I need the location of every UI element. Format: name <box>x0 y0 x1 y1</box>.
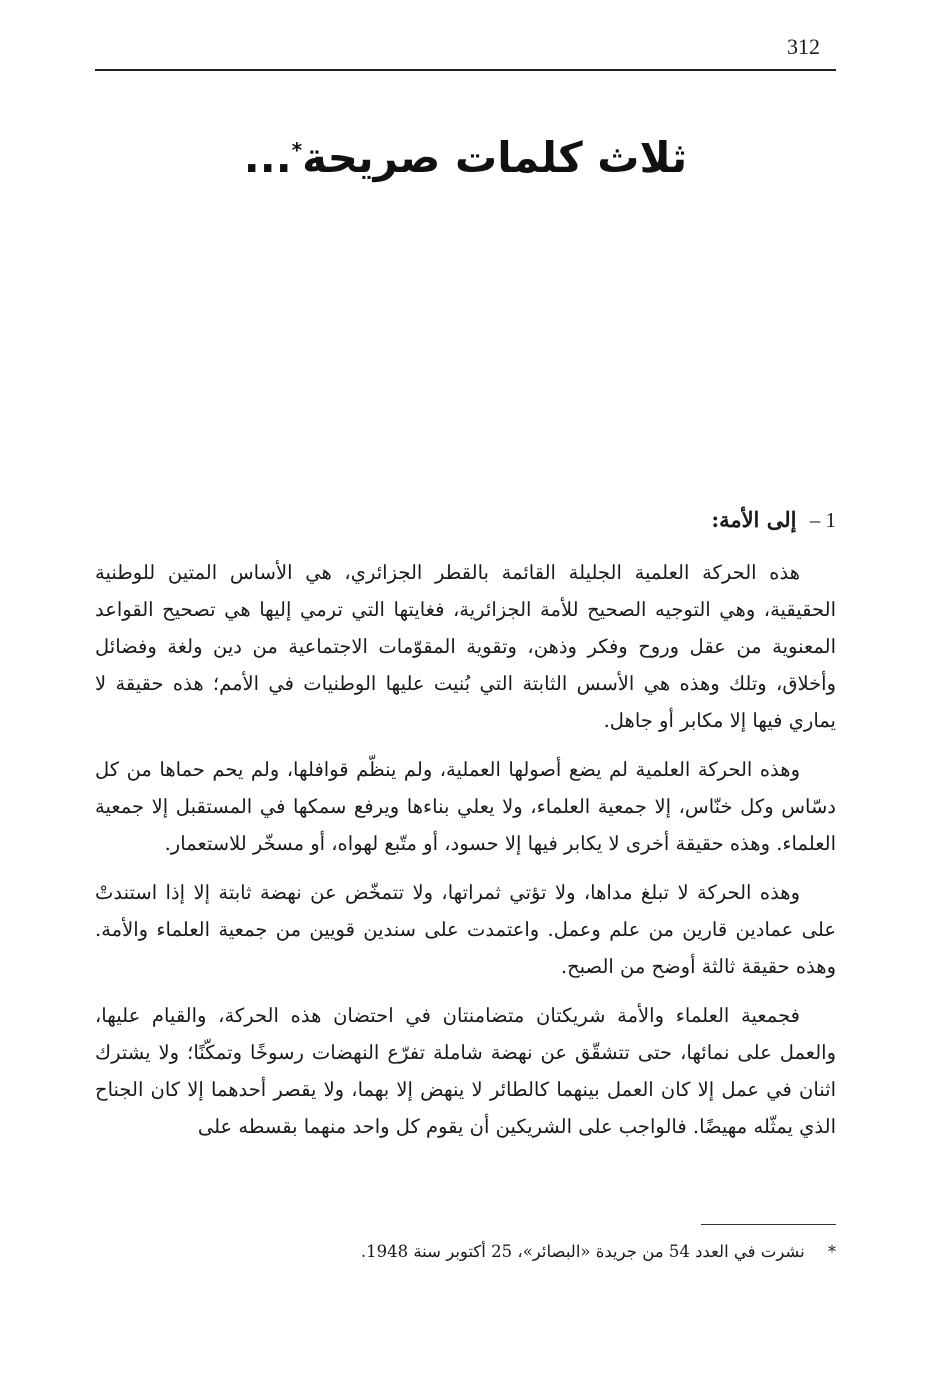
paragraph-3: وهذه الحركة لا تبلغ مداها، ولا تؤتي ثمراتها، ولا تتمخّض عن نهضة ثابتة إلا إذا استندتْ على عمادين قارين من علم وعمل. واعتمدت على سندين قويين من جمعية العلماء والأمة. وهذه حقيقة ثالثة أوضح من الصبح. <box>95 881 836 978</box>
body-text <box>95 500 836 1157</box>
title-text: ثلاث كلمات صريحة <box>302 133 688 183</box>
section-title: إلى الأمة: <box>711 507 797 532</box>
paragraph-2: وهذه الحركة العلمية لم يضع أصولها العملية، ولم ينظّم قوافلها، ولم يحم حماها من كل دسّاس وكل خنّاس، إلا جمعية العلماء، ولا يعلي بناءها ويرفع سمكها في المستقبل إلا جمعية العلماء. وهذه حقيقة أخرى لا يكابر فيها إلا حسود، أو متّبع لهواه، أو مسخّر للاستعمار. <box>95 758 836 855</box>
footnote-mark: * <box>828 1242 836 1261</box>
page-title <box>95 128 836 188</box>
footnote-rule <box>701 1224 836 1225</box>
section-heading <box>95 500 836 540</box>
title-ellipsis: ... <box>243 133 292 183</box>
footnote <box>95 1236 836 1268</box>
title-footnote-mark: * <box>291 138 303 163</box>
section-number: 1 – <box>809 508 836 532</box>
page-number: 312 <box>787 34 820 59</box>
footnote-text: نشرت في العدد 54 من جريدة «البصائر»، 25 أكتوبر سنة 1948. <box>360 1242 805 1261</box>
paragraph-1: هذه الحركة العلمية الجليلة القائمة بالقطر الجزائري، هي الأساس المتين للوطنية الحقيقية، وهي التوجيه الصحيح للأمة الجزائرية، فغايتها التي ترمي إليها هي تصحيح القواعد المعنوية من عقل وروح وفكر وذهن، وتقوية المقوّمات الاجتماعية من دين ولغة وفضائل وأخلاق، وتلك وهذه هي الأسس الثابتة التي بُنيت عليها الوطنيات في الأمم؛ هذه حقيقة لا يماري فيها إلا مكابر أو جاهل. <box>95 561 836 732</box>
header-rule <box>95 69 836 71</box>
paragraph-4: فجمعية العلماء والأمة شريكتان متضامنتان في احتضان هذه الحركة، والقيام عليها، والعمل على نمائها، حتى تتشقّق عن نهضة شاملة تفرّع النهضات رسوخًا وتمكّنًا؛ ولا يشترك اثنان في عمل إلا كان العمل بينهما كالطائر لا ينهض إلا بهما، ولا يقصر أحدهما إلا كان الجناح الذي يمثّله مهيضًا. فالواجب على الشريكين أن يقوم كل واحد منهما بقسطه على <box>95 1004 836 1138</box>
